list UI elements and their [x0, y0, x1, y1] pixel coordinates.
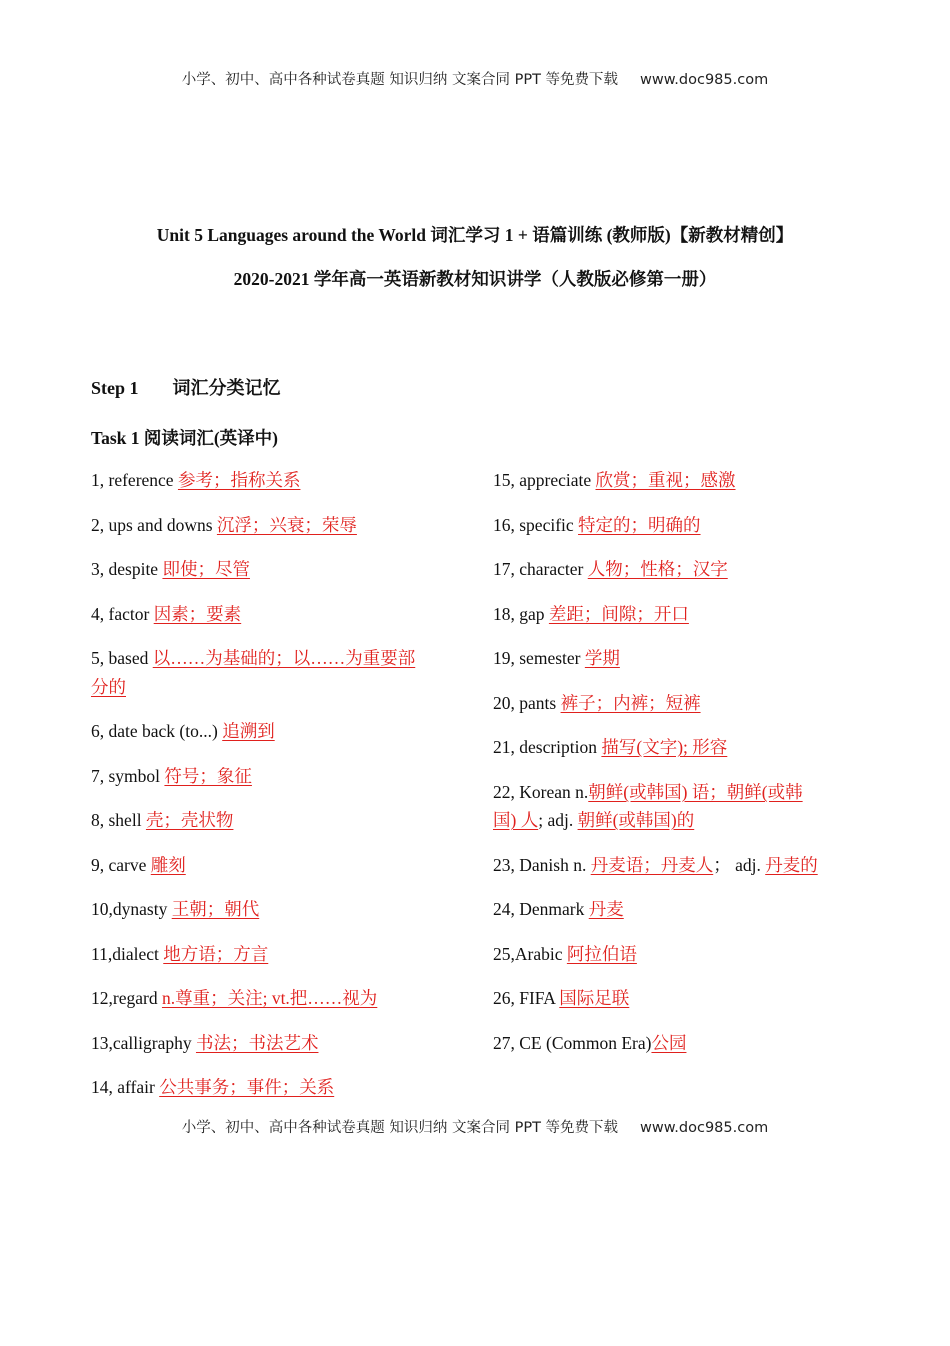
doc-title-line2: 2020-2021 学年高一英语新教材知识讲学（人教版必修第一册） [233, 269, 717, 289]
vocab-term: 13,calligraphy [91, 1033, 196, 1053]
vocab-item-23 [493, 851, 818, 879]
vocab-term: 10,dynasty [91, 899, 172, 919]
vocab-term: 8, shell [91, 810, 146, 830]
vocab-answer: 雕刻 [150, 855, 186, 875]
vocab-term: 9, carve [91, 855, 151, 875]
vocab-answer: 参考；指称关系 [177, 470, 301, 490]
vocab-answer: 学期 [584, 648, 620, 668]
vocab-item-14 [91, 1073, 334, 1101]
vocab-answer: 公园 [651, 1033, 687, 1053]
vocab-answer: 王朝；朝代 [171, 899, 260, 919]
vocab-term: 18, gap [493, 604, 549, 624]
vocab-item-21 [493, 733, 727, 761]
vocab-answer: 地方语；方言 [163, 944, 269, 964]
vocab-item-22-cont [493, 806, 694, 834]
vocab-term: ； adj. [713, 855, 766, 875]
vocab-item-9 [91, 851, 186, 879]
vocab-term: ; adj. [538, 810, 578, 830]
vocab-term: 11,dialect [91, 944, 164, 964]
vocab-answer: 人物；性格；汉字 [587, 559, 728, 579]
vocab-item-16 [493, 511, 701, 539]
vocab-answer: 丹麦 [588, 899, 624, 919]
footer-url[interactable]: www.doc985.com [640, 1120, 769, 1136]
doc-title-line1: Unit 5 Languages around the World 词汇学习 1 + 语篇训练 (教师版)【新教材精创】 [156, 225, 794, 245]
header-url[interactable]: www.doc985.com [640, 72, 769, 88]
step-title: 词汇分类记忆 [172, 378, 281, 398]
vocab-item-3 [91, 555, 250, 583]
vocab-term: 16, specific [493, 515, 579, 535]
vocab-item-4 [91, 600, 241, 628]
vocab-term: 20, pants [493, 693, 561, 713]
footer-text: 小学、初中、高中各种试卷真题 知识归纳 文案合同 PPT 等免费下载 [181, 1120, 619, 1136]
vocab-item-20 [493, 689, 701, 717]
vocab-answer: 裤子；内裤；短裤 [560, 693, 701, 713]
vocab-item-19 [493, 644, 620, 672]
header-text: 小学、初中、高中各种试卷真题 知识归纳 文案合同 PPT 等免费下载 [181, 72, 619, 88]
vocab-answer: 国际足联 [559, 988, 630, 1008]
vocab-answer: 沉浮；兴衰；荣辱 [216, 515, 357, 535]
vocab-term: 1, reference [91, 470, 178, 490]
vocab-item-8 [91, 806, 233, 834]
vocab-item-27 [493, 1029, 686, 1057]
vocab-term: 23, Danish n. [493, 855, 591, 875]
vocab-answer: 特定的；明确的 [578, 515, 701, 535]
vocab-item-1 [91, 466, 300, 494]
vocab-term: 5, based [91, 648, 153, 668]
vocab-item-26 [493, 984, 629, 1012]
vocab-item-22 [493, 778, 803, 806]
vocab-answer: 公共事务；事件；关系 [159, 1077, 335, 1097]
vocab-item-15 [493, 466, 736, 494]
vocab-item-13 [91, 1029, 318, 1057]
vocab-term: 6, date back (to...) [91, 721, 223, 741]
vocab-item-24 [493, 895, 624, 923]
vocab-answer: 朝鲜(或韩国)的 [577, 810, 695, 830]
vocab-item-6 [91, 717, 275, 745]
page-header [0, 68, 950, 89]
step-heading [91, 374, 281, 400]
vocab-item-7 [91, 762, 252, 790]
vocab-item-18 [493, 600, 689, 628]
vocab-term: 15, appreciate [493, 470, 596, 490]
vocab-term: 2, ups and downs [91, 515, 217, 535]
vocab-answer: 差距；间隙；开口 [548, 604, 689, 624]
vocab-answer: n.尊重；关注; vt.把……视为 [161, 988, 378, 1008]
vocab-answer: 追溯到 [222, 721, 275, 741]
vocab-term: 25,Arabic [493, 944, 567, 964]
vocab-item-11 [91, 940, 268, 968]
vocab-item-2 [91, 511, 357, 539]
vocab-answer: 符号；象征 [164, 766, 252, 786]
vocab-term: 12,regard [91, 988, 162, 1008]
vocab-answer: 因素；要素 [153, 604, 242, 624]
page-footer [0, 1116, 950, 1137]
vocab-item-25 [493, 940, 637, 968]
vocab-term: 3, despite [91, 559, 163, 579]
vocab-item-5 [91, 644, 415, 672]
vocab-term: 19, semester [493, 648, 585, 668]
vocab-term: 27, CE (Common Era) [493, 1033, 652, 1053]
vocab-term: 21, description [493, 737, 602, 757]
vocab-answer: 丹麦的 [765, 855, 818, 875]
vocab-item-17 [493, 555, 728, 583]
vocab-term: 26, FIFA [493, 988, 560, 1008]
vocab-term: 22, Korean n. [493, 782, 589, 802]
vocab-term: 17, character [493, 559, 588, 579]
vocab-answer: 即使；尽管 [162, 559, 250, 579]
vocab-term: 24, Denmark [493, 899, 589, 919]
vocab-answer: 书法；书法艺术 [195, 1033, 319, 1053]
vocab-answer: 描写(文字); 形容 [601, 737, 728, 757]
vocab-answer: 以……为基础的；以……为重要部 [152, 648, 416, 668]
vocab-item-12 [91, 984, 377, 1012]
vocab-item-10 [91, 895, 259, 923]
step-label: Step 1 [91, 378, 139, 398]
vocab-answer: 国) 人 [493, 810, 539, 830]
vocab-answer: 分的 [91, 677, 126, 697]
vocab-answer: 丹麦语；丹麦人 [590, 855, 714, 875]
vocab-answer: 阿拉伯语 [566, 944, 637, 964]
vocab-answer: 壳；壳状物 [145, 810, 234, 830]
task-heading: Task 1 阅读词汇(英译中) [91, 428, 279, 448]
vocab-term: 4, factor [91, 604, 154, 624]
vocab-item-5-cont [91, 673, 126, 701]
vocab-answer: 朝鲜(或韩国) 语；朝鲜(或韩 [588, 782, 803, 802]
vocab-term: 7, symbol [91, 766, 165, 786]
vocab-term: 14, affair [91, 1077, 160, 1097]
vocab-answer: 欣赏；重视；感激 [595, 470, 736, 490]
